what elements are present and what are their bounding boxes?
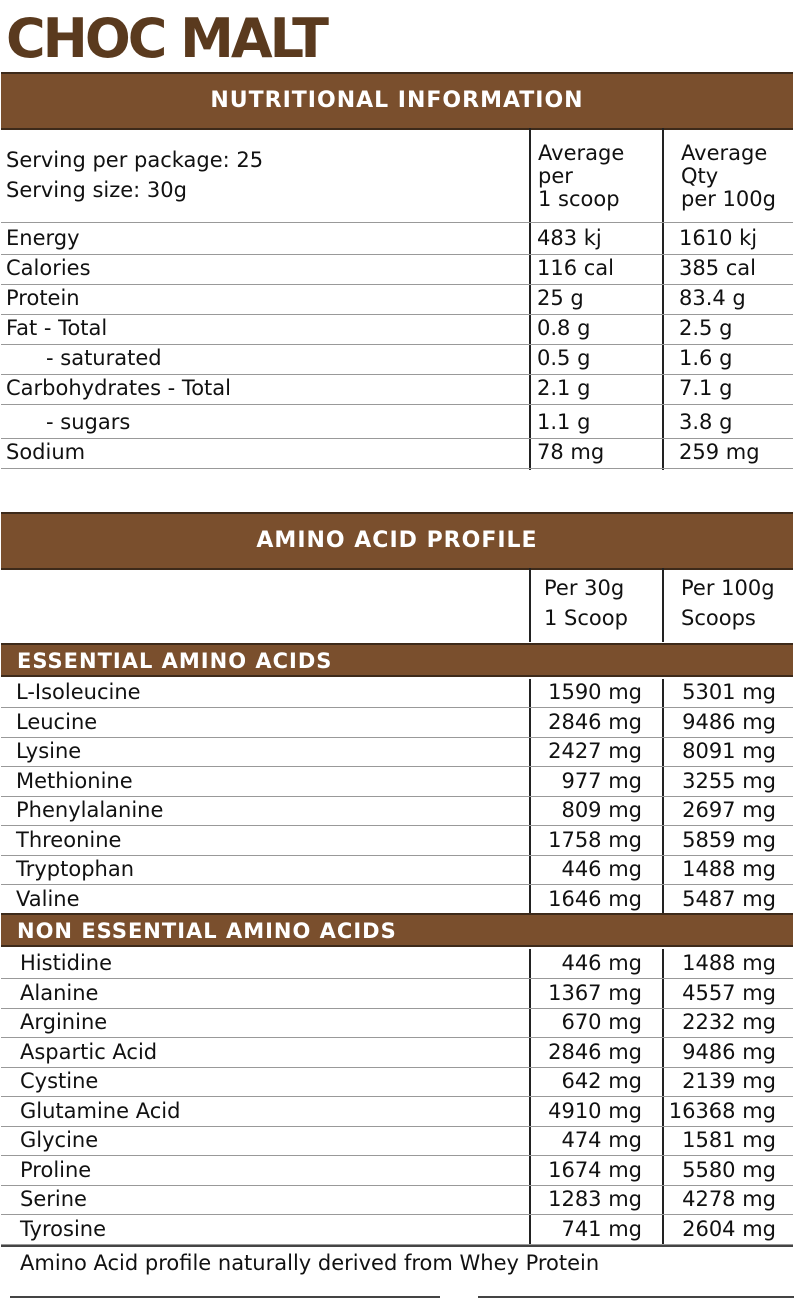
nutrition-row-per-scoop: 0.5 g [537, 346, 591, 370]
amino-row-per-100g: 1581 mg [682, 1128, 776, 1152]
amino-row-label: Glutamine Acid [20, 1098, 181, 1123]
row-rule [1, 254, 793, 255]
amino-row-per-100g: 1488 mg [682, 951, 776, 975]
amino-row-per-100g: 16368 mg [668, 1098, 776, 1123]
product-title: CHOC MALT [6, 7, 326, 70]
amino-row-per-100g: 4278 mg [682, 1187, 776, 1211]
amino-row-label: Leucine [16, 709, 98, 734]
nutrition-row-label: Sodium [6, 440, 86, 464]
amino-row-label: Lysine [16, 739, 82, 763]
row-rule [1, 314, 793, 315]
amino-row-per-scoop: 4910 mg [548, 1098, 642, 1123]
amino-row-per-scoop: 446 mg [561, 951, 642, 975]
nutrition-row-per-scoop: 483 kj [537, 226, 602, 250]
amino-row-label: Tyrosine [20, 1216, 107, 1241]
amino-row-per-100g: 1488 mg [682, 857, 776, 881]
nutrition-col2-line2: Qty [681, 164, 719, 188]
nutrition-row-per-scoop: 25 g [537, 286, 584, 310]
nutrition-row-label: - saturated [46, 346, 162, 370]
nutrition-col1-line2: per [538, 164, 573, 188]
row-rule [1, 1155, 793, 1156]
nutrition-row-per-scoop: 78 mg [537, 440, 605, 464]
row-rule [1, 404, 793, 405]
nutrition-row-per-100g: 385 cal [679, 256, 757, 280]
amino-row-label: Tryptophan [16, 857, 135, 881]
amino-row-per-scoop: 446 mg [561, 857, 642, 881]
amino-row-per-scoop: 642 mg [561, 1069, 642, 1093]
nutrition-row-per-scoop: 1.1 g [537, 410, 591, 434]
nutrition-header: NUTRITIONAL INFORMATION [210, 88, 584, 113]
nutrition-row-per-100g: 1.6 g [679, 346, 733, 370]
amino-row-per-100g: 9486 mg [682, 1039, 776, 1064]
non-essential-header-bar [1, 913, 793, 947]
amino-row-per-scoop: 1283 mg [548, 1187, 642, 1211]
row-rule [1, 884, 793, 885]
amino-row-per-scoop: 2427 mg [548, 739, 642, 763]
footnote-rule-top [1, 1245, 793, 1247]
amino-row-per-100g: 5859 mg [682, 827, 776, 852]
amino-row-per-scoop: 1646 mg [548, 886, 642, 911]
row-rule [1, 374, 793, 375]
nutrition-row-per-100g: 3.8 g [679, 410, 733, 434]
amino-row-per-100g: 9486 mg [682, 709, 776, 734]
nutrition-row-per-scoop: 116 cal [537, 256, 615, 280]
row-rule [1, 1067, 793, 1068]
footnote: Amino Acid profile naturally derived from Whey Protein [20, 1251, 600, 1275]
nutrition-header-bar [1, 72, 793, 130]
row-rule [1, 766, 793, 767]
amino-row-per-scoop: 670 mg [561, 1010, 642, 1034]
row-rule [1, 1096, 793, 1097]
nutrition-row-label: Carbohydrates - Total [6, 376, 231, 400]
serving-per-package: Serving per package: 25 [6, 148, 264, 172]
amino-row-per-scoop: 1758 mg [548, 827, 642, 852]
amino-row-label: Glycine [20, 1128, 99, 1152]
amino-col1-line1: Per 30g [544, 576, 625, 600]
nutrition-col2-line3: per 100g [681, 187, 776, 211]
nutrition-col-divider-2 [662, 128, 664, 470]
row-rule [1, 1126, 793, 1127]
nutrition-row-per-100g: 259 mg [679, 440, 760, 464]
nutrition-row-per-100g: 83.4 g [679, 286, 746, 310]
nutrition-row-per-scoop: 2.1 g [537, 376, 591, 400]
row-rule [1, 438, 793, 439]
amino-row-label: Methionine [16, 768, 133, 793]
nutrition-col1-line3: 1 scoop [538, 187, 620, 211]
amino-row-label: Cystine [20, 1069, 99, 1093]
essential-header-bar [1, 643, 793, 677]
amino-row-label: Aspartic Acid [20, 1039, 158, 1064]
row-rule [1, 855, 793, 856]
amino-row-label: Threonine [16, 827, 122, 852]
row-rule [1, 1185, 793, 1186]
row-rule [1, 825, 793, 826]
nutrition-col-divider-1 [529, 128, 531, 470]
row-rule [1, 344, 793, 345]
amino-col1-line2: 1 Scoop [544, 606, 628, 630]
nutrition-col1-line1: Average [538, 141, 625, 165]
row-rule [1, 796, 793, 797]
row-rule [1, 468, 793, 469]
amino-row-per-scoop: 1367 mg [548, 980, 642, 1005]
nutrition-row-label: Fat - Total [6, 316, 108, 340]
amino-row-label: Alanine [20, 980, 99, 1005]
amino-row-per-scoop: 977 mg [561, 768, 642, 793]
nutrition-row-label: Protein [6, 286, 80, 310]
nutrition-row-per-100g: 7.1 g [679, 376, 733, 400]
bottom-rule-right [478, 1296, 794, 1298]
row-rule [1, 737, 793, 738]
row-rule [1, 1214, 793, 1215]
amino-row-per-100g: 5301 mg [682, 680, 776, 704]
row-rule [1, 707, 793, 708]
non-essential-header: NON ESSENTIAL AMINO ACIDS [17, 919, 397, 943]
amino-row-per-100g: 8091 mg [682, 739, 776, 763]
amino-row-per-100g: 5580 mg [682, 1157, 776, 1182]
amino-col-divider-1 [529, 568, 531, 642]
nutrition-row-per-100g: 2.5 g [679, 316, 733, 340]
row-rule [1, 1008, 793, 1009]
amino-row-label: Proline [20, 1157, 92, 1182]
amino-row-label: Valine [16, 886, 80, 911]
bottom-rule-left [10, 1296, 440, 1298]
amino-row-per-scoop: 809 mg [561, 798, 642, 822]
amino-header-bar [1, 512, 793, 570]
nutrition-col2-line1: Average [681, 141, 768, 165]
nutrition-row-per-scoop: 0.8 g [537, 316, 591, 340]
amino-header: AMINO ACID PROFILE [256, 528, 538, 553]
amino-row-label: Serine [20, 1187, 87, 1211]
amino-row-per-scoop: 2846 mg [548, 1039, 642, 1064]
amino-row-label: Histidine [20, 951, 113, 975]
amino-col-divider-2 [662, 568, 664, 642]
nutrition-row-per-100g: 1610 kj [679, 226, 758, 250]
amino-row-label: L-Isoleucine [16, 680, 141, 704]
amino-row-per-scoop: 741 mg [561, 1216, 642, 1241]
nutrition-row-label: Energy [6, 226, 80, 250]
nutrition-row-label: - sugars [46, 410, 131, 434]
amino-row-per-100g: 2697 mg [682, 798, 776, 822]
amino-col2-line1: Per 100g [681, 576, 775, 600]
amino-row-per-scoop: 474 mg [561, 1128, 642, 1152]
nutrition-row-label: Calories [6, 256, 91, 280]
amino-col2-line2: Scoops [681, 606, 756, 630]
amino-row-label: Arginine [20, 1010, 108, 1034]
amino-row-per-scoop: 1674 mg [548, 1157, 642, 1182]
amino-row-per-scoop: 1590 mg [548, 680, 642, 704]
row-rule [1, 284, 793, 285]
row-rule [1, 1037, 793, 1038]
essential-header: ESSENTIAL AMINO ACIDS [17, 649, 333, 673]
nutrition-header-rule [1, 222, 793, 223]
amino-row-per-100g: 2604 mg [682, 1216, 776, 1241]
serving-size: Serving size: 30g [6, 178, 187, 202]
amino-row-per-scoop: 2846 mg [548, 709, 642, 734]
amino-row-per-100g: 3255 mg [682, 768, 776, 793]
row-rule [1, 978, 793, 979]
amino-row-per-100g: 4557 mg [682, 980, 776, 1005]
amino-row-per-100g: 2232 mg [682, 1010, 776, 1034]
amino-row-per-100g: 2139 mg [682, 1069, 776, 1093]
amino-row-per-100g: 5487 mg [682, 886, 776, 911]
amino-row-label: Phenylalanine [16, 798, 164, 822]
